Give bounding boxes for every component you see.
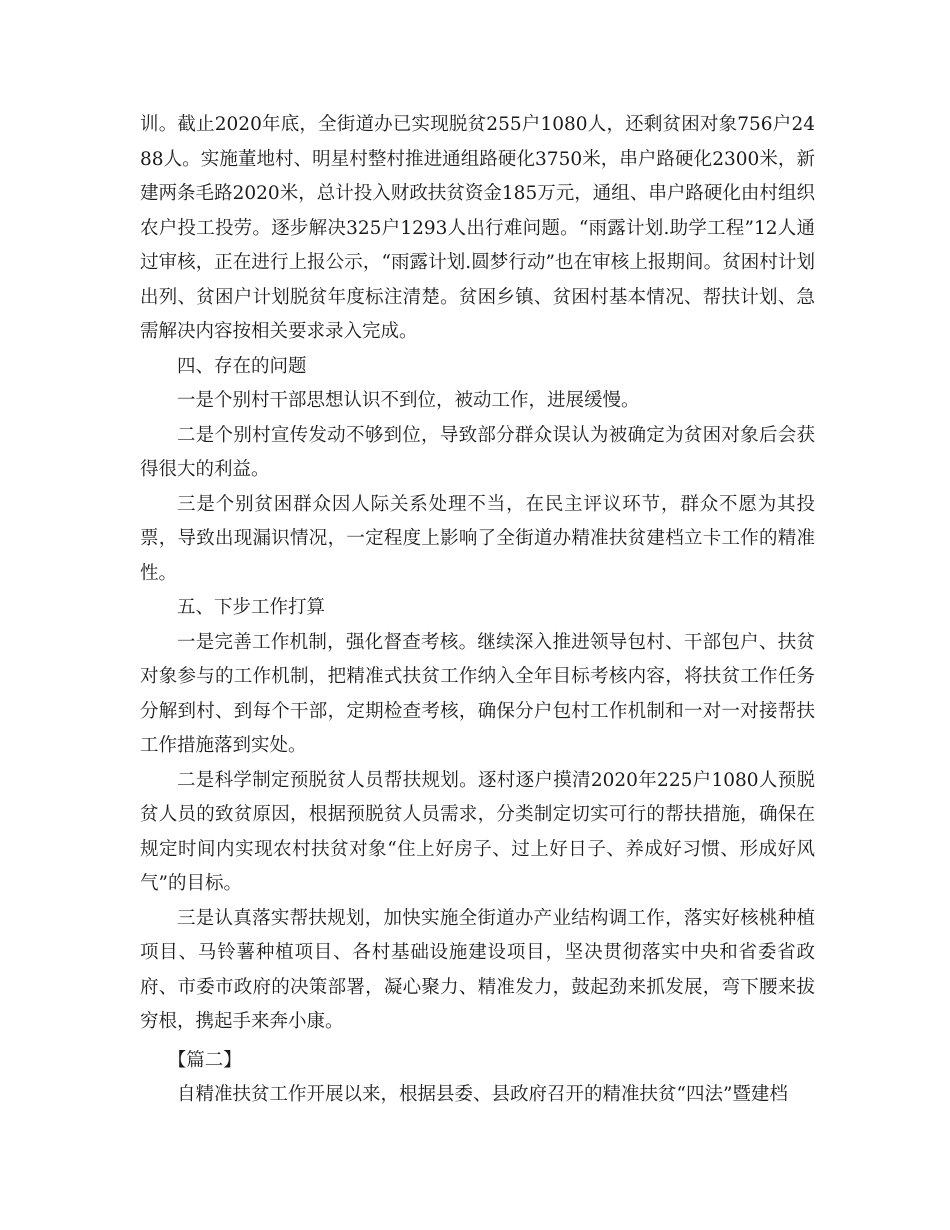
- paragraph-problem-2: 二是个别村宣传发动不够到位，导致部分群众误认为被确定为贫困对象后会获得很大的利益。: [140, 424, 815, 480]
- document-body: [140, 108, 815, 1113]
- paragraph-continuation: 训。截止2020年底，全街道办已实现脱贫255户1080人，还剩贫困对象756户2488人。实施董地村、明星村整村推进通组路硬化3750米，串户路硬化2300米，新建两条毛路2020米，总计投入财政扶贫资金185万元，通组、串户路硬化由村组织农户投工投劳。逐步解决325户1293人出行难问题。“雨露计划.助学工程”12人通过审核，正在进行上报公示，“雨露计划.圆梦行动”也在审核上报期间。贫困村计划出列、贫困户计划脱贫年度标注清楚。贫困乡镇、贫困村基本情况、帮扶计划、急需解决内容按相关要求录入完成。: [140, 114, 815, 342]
- paragraph-plan-1: 一是完善工作机制，强化督查考核。继续深入推进领导包村、干部包户、扶贫对象参与的工作机制，把精准式扶贫工作纳入全年目标考核内容，将扶贫工作任务分解到村、到每个干部，定期检查考核，确保分户包村工作机制和一对一对接帮扶工作措施落到实处。: [140, 631, 815, 756]
- paragraph-part-two-intro: 自精准扶贫工作开展以来，根据县委、县政府召开的精准扶贫“四法”暨建档: [177, 1084, 788, 1105]
- paragraph-problem-1: 一是个别村干部思想认识不到位，被动工作，进展缓慢。: [177, 390, 640, 411]
- paragraph-plan-3: 三是认真落实帮扶规划，加快实施全街道办产业结构调工作，落实好核桃种植项目、马铃薯种植项目、各村基础设施建设项目，坚决贯彻落实中央和省委省政府、市委市政府的决策部署，凝心聚力、精准发力，鼓起劲来抓发展，弯下腰来拔穷根，携起手来奔小康。: [140, 907, 815, 1032]
- section-heading-problems: 四、存在的问题: [177, 355, 307, 377]
- section-heading-next-steps: 五、下步工作打算: [177, 597, 326, 618]
- paragraph-plan-2: 二是科学制定预脱贫人员帮扶规划。逐村逐户摸清2020年225户1080人预脱贫人员的致贫原因，根据预脱贫人员需求，分类制定切实可行的帮扶措施，确保在规定时间内实现农村扶贫对象“住上好房子、过上好日子、养成好习惯、形成好风气”的目标。: [140, 769, 815, 894]
- section-tag-part-two: 【篇二】: [167, 1049, 242, 1071]
- paragraph-problem-3: 三是个别贫困群众因人际关系处理不当，在民主评议环节，群众不愿为其投票，导致出现漏识情况，一定程度上影响了全街道办精准扶贫建档立卡工作的精准性。: [140, 493, 815, 584]
